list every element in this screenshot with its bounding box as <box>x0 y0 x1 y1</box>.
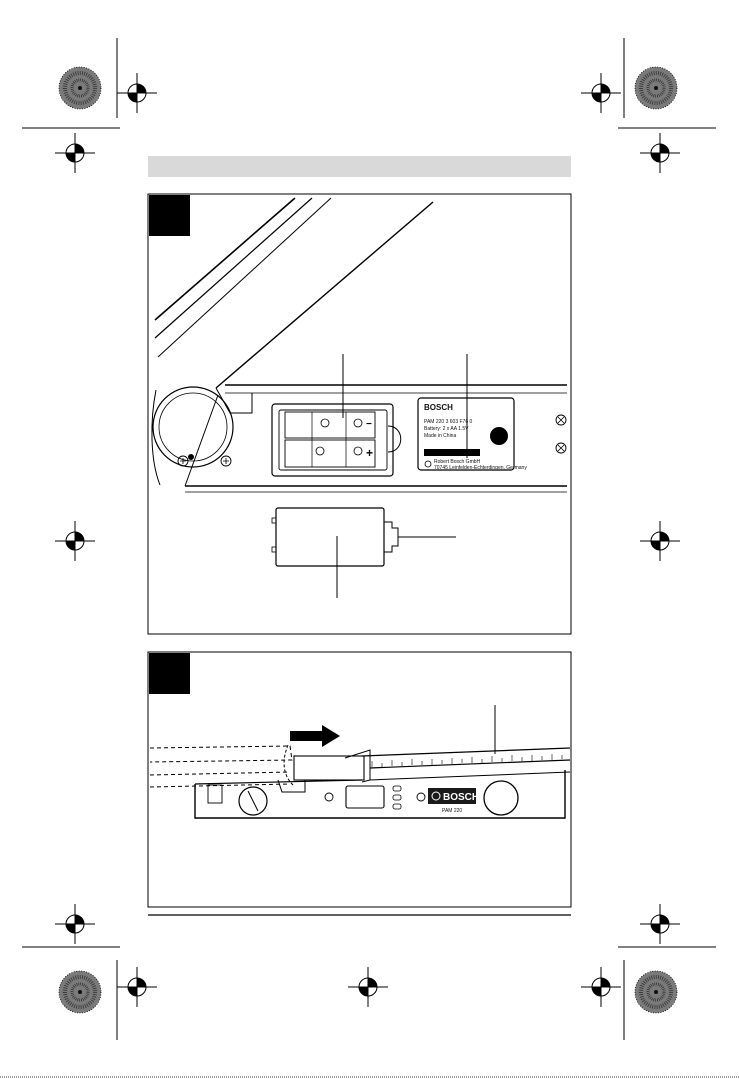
plate-maker-line2: 70745 Leinfelden-Echterdingen, Germany <box>434 465 527 471</box>
plate-model-line: PAM 220 3 603 F76 0 <box>424 419 473 425</box>
plate-brand: BOSCH <box>424 403 453 412</box>
figure-2-number-box <box>149 653 190 694</box>
svg-text:−: − <box>366 419 372 430</box>
plate-battery-line: Battery: 2 x AA 1.5V <box>424 426 469 432</box>
svg-text:+: + <box>366 446 374 460</box>
tool-brand-text: BOSCH <box>443 792 480 803</box>
figure-1-number-box <box>149 195 190 236</box>
tool-model-text: PAM 220 <box>442 808 463 814</box>
plate-maker-line1: Robert Bosch GmbH <box>434 459 481 465</box>
plate-origin-line: Made in China <box>424 433 457 439</box>
manual-symbol-icon <box>490 427 508 445</box>
header-bar <box>148 156 571 177</box>
barcode-strip <box>424 449 480 456</box>
